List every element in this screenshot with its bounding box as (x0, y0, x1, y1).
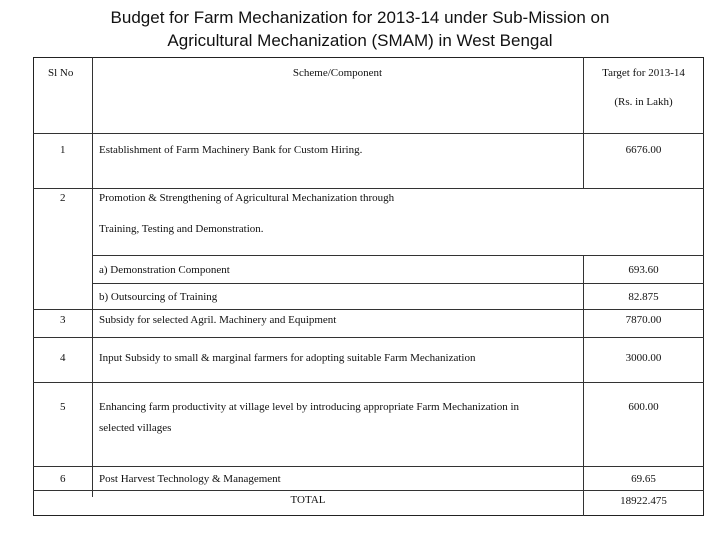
title-line-1: Budget for Farm Mechanization for 2013-14 under Sub-Mission on (110, 8, 610, 27)
row-divider (33, 466, 704, 467)
row-divider (33, 490, 704, 491)
row-3-sl: 3 (60, 314, 66, 326)
row-divider (92, 255, 704, 256)
header-sl-no: Sl No (48, 67, 74, 79)
row-divider (33, 337, 704, 338)
row-1-sl: 1 (60, 144, 66, 156)
row-6-target: 69.65 (631, 473, 656, 485)
total-value: 18922.475 (620, 495, 667, 507)
row-3-scheme: Subsidy for selected Agril. Machinery and Equipment (99, 314, 337, 326)
row-2-sl: 2 (60, 192, 66, 204)
row-divider (33, 309, 704, 310)
row-2b-scheme: b) Outsourcing of Training (99, 291, 218, 303)
row-5-scheme-line1: Enhancing farm productivity at village level by introducing appropriate Farm Mechanization in (99, 401, 520, 413)
page-title (0, 6, 720, 52)
row-2-scheme-line2: Training, Testing and Demonstration. (99, 223, 264, 235)
row-1-target: 6676.00 (625, 144, 662, 156)
row-2a-target: 693.60 (628, 264, 659, 276)
total-label: TOTAL (290, 494, 326, 506)
row-2-scheme-line1: Promotion & Strengthening of Agricultural Mechanization through (99, 192, 395, 204)
row-1-scheme: Establishment of Farm Machinery Bank for Custom Hiring. (99, 144, 363, 156)
header-target-unit: (Rs. in Lakh) (614, 96, 673, 108)
row-5-scheme-line2: selected villages (99, 422, 172, 434)
row-3-target: 7870.00 (625, 314, 662, 326)
row-5-sl: 5 (60, 401, 66, 413)
header-scheme: Scheme/Component (292, 67, 383, 79)
row-divider (33, 382, 704, 383)
row-2a-scheme: a) Demonstration Component (99, 264, 230, 276)
row-divider (33, 133, 704, 134)
col-divider-sl (92, 57, 93, 497)
row-2b-target: 82.875 (628, 291, 659, 303)
row-4-target: 3000.00 (625, 352, 662, 364)
row-divider (33, 188, 704, 189)
row-6-sl: 6 (60, 473, 66, 485)
row-6-scheme: Post Harvest Technology & Management (99, 473, 281, 485)
row-4-sl: 4 (60, 352, 66, 364)
title-line-2: Agricultural Mechanization (SMAM) in West Bengal (167, 31, 553, 50)
col-divider-target (583, 133, 584, 188)
row-5-target: 600.00 (628, 401, 659, 413)
row-divider (92, 283, 704, 284)
header-target: Target for 2013-14 (602, 67, 685, 79)
row-4-scheme: Input Subsidy to small & marginal farmers for adopting suitable Farm Mechanization (99, 352, 476, 364)
table-border (33, 57, 704, 516)
